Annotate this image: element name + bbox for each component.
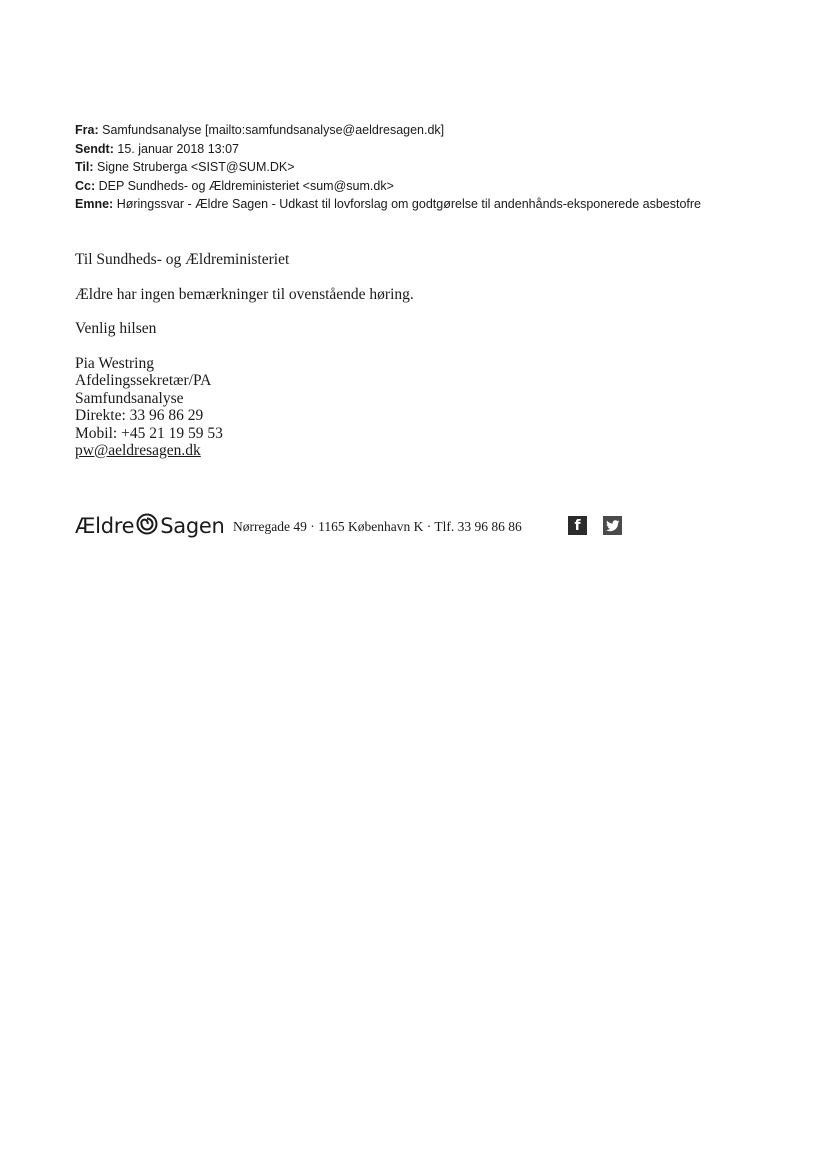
facebook-icon[interactable]: f [568, 516, 587, 535]
logo-text-right: Sagen [160, 514, 225, 538]
footer [75, 512, 635, 542]
sent-label: Sendt: [75, 141, 114, 156]
to-value: Signe Struberga <SIST@SUM.DK> [97, 160, 295, 174]
signature-direct-phone: Direkte: 33 96 86 29 [75, 407, 204, 424]
message-text: Ældre har ingen bemærkninger til ovenstående høring. [75, 285, 414, 303]
subject-value: Høringssvar - Ældre Sagen - Udkast til lovforslag om godtgørelse til andenhånds-eksponerede asbestofre [116, 197, 702, 211]
cc-line [75, 177, 725, 196]
sent-line [75, 140, 725, 159]
sent-value: 15. januar 2018 13:07 [117, 141, 240, 156]
from-label: Fra: [75, 123, 99, 137]
greeting: Til Sundheds- og Ældreministeriet [75, 251, 290, 268]
signature [75, 355, 725, 460]
email-header [75, 121, 725, 214]
to-label: Til: [75, 160, 94, 174]
signature-department: Samfundsanalyse [75, 389, 184, 407]
logo-text-left: Ældre [75, 514, 135, 538]
from-value: Samfundsanalyse [mailto:samfundsanalyse@aeldresagen.dk] [102, 123, 445, 137]
from-line [75, 121, 725, 140]
to-line [75, 158, 725, 177]
subject-label: Emne: [75, 197, 114, 211]
closing: Venlig hilsen [75, 320, 157, 337]
signature-title: Afdelingssekretær/PA [75, 372, 212, 389]
subject-line [75, 195, 725, 214]
signature-name: Pia Westring [75, 354, 154, 372]
cc-label: Cc: [75, 178, 96, 193]
footer-address: Nørregade 49 · 1165 København K · Tlf. 33 96 86 86 [233, 519, 522, 534]
signature-mobile-phone: Mobil: +45 21 19 59 53 [75, 424, 223, 442]
signature-email-link[interactable]: pw@aeldresagen.dk [75, 442, 201, 459]
cc-value: DEP Sundheds- og Ældreministeriet <sum@sum.dk> [98, 178, 394, 193]
twitter-icon[interactable] [603, 516, 622, 535]
aeldre-sagen-logo [75, 512, 224, 540]
email-body [75, 251, 725, 460]
logo-swirl-icon [136, 513, 158, 540]
